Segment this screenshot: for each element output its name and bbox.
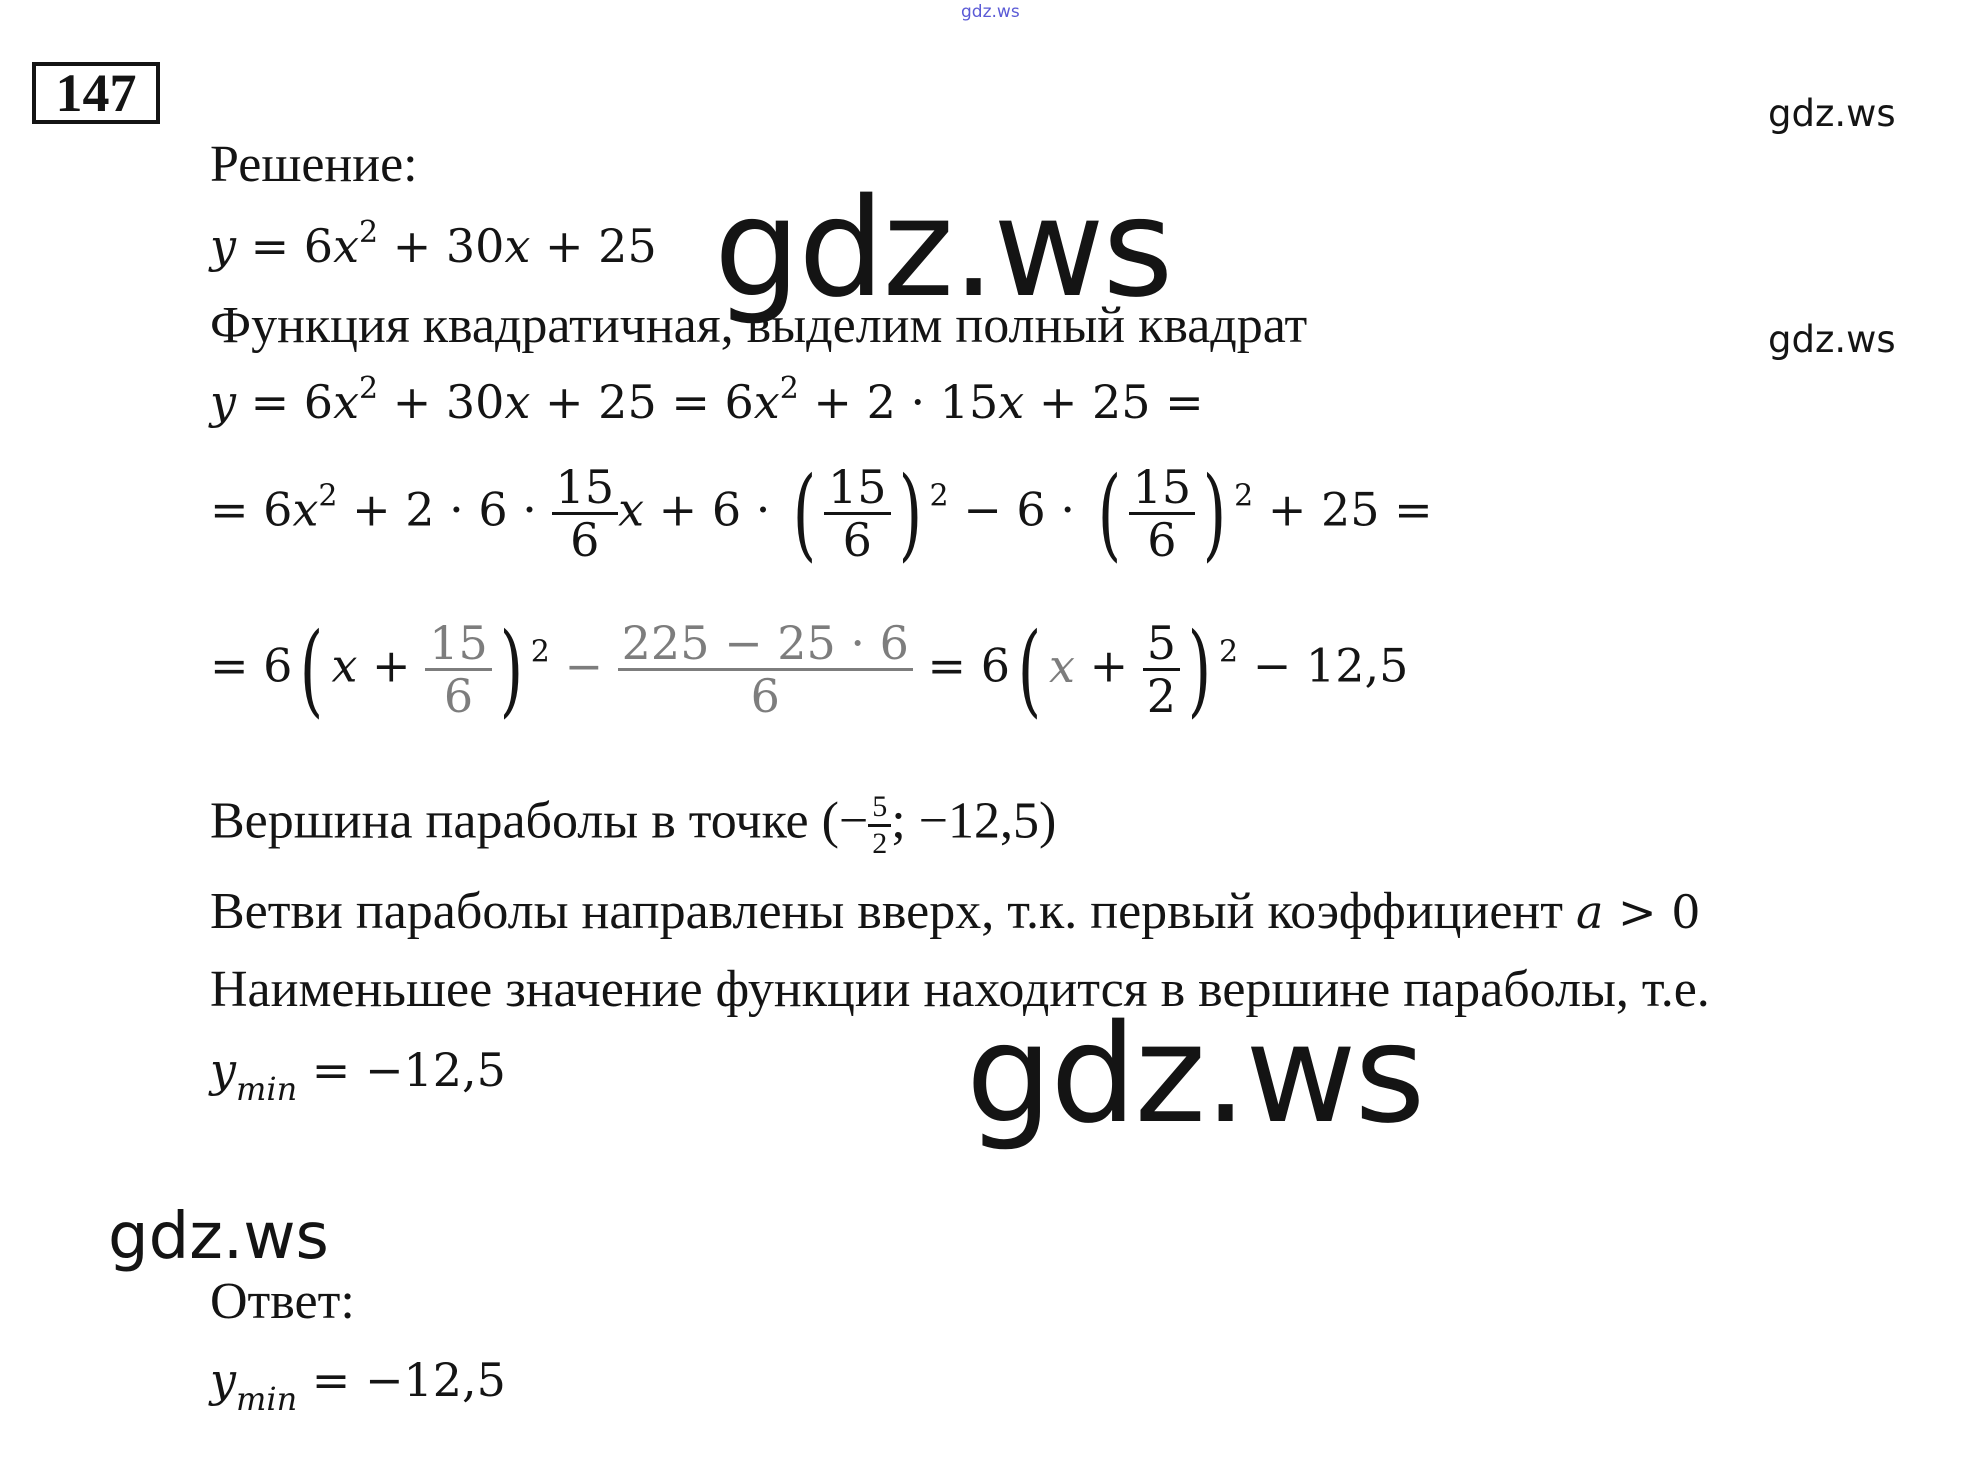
var-x: x [1049,638,1075,693]
var-x: x [998,375,1025,429]
step3-line [210,610,1409,728]
var-x: x [753,375,780,429]
solution-heading: Решение: [210,136,418,193]
watermark-left: gdz.ws [108,1200,329,1274]
fraction [1143,618,1180,721]
branches-tail: > 0 [1603,885,1701,939]
denominator: 2 [872,827,888,860]
power: 2 [359,215,379,250]
var-x: x [292,482,319,537]
term: + 25 = [1253,482,1433,537]
term: = 6 [210,482,293,537]
value: = −12,5 [297,1353,506,1407]
vertex-text: Вершина параболы в точке (− [210,792,869,850]
term: + 30 [378,375,505,429]
numerator: 15 [824,462,891,515]
function-line [210,216,657,276]
watermark-right-2: gdz.ws [1768,318,1896,361]
var-y: y [210,1043,236,1097]
var-x: x [504,375,531,429]
left-paren: ( [300,610,324,728]
var-y: y [210,219,236,273]
term: + 2 · 15 [798,375,999,429]
fraction [1129,462,1196,565]
numerator: 15 [425,618,492,671]
step1-line [210,372,1204,432]
subscript: min [236,1380,298,1418]
numerator: 225 − 25 · 6 [618,618,913,671]
power: 2 [318,478,338,514]
power: 2 [929,478,949,514]
term: = 6 [210,638,293,693]
right-paren: ) [1187,610,1212,728]
term: + [357,638,426,693]
power: 2 [1219,634,1239,670]
denominator: 6 [842,513,872,567]
answer-ymin-line [210,1350,506,1418]
term: − [549,638,618,693]
term: = 6 [912,638,1010,693]
term: + 6 · [644,482,785,537]
fraction [552,462,619,565]
numerator: 5 [1143,618,1180,671]
left-paren: ( [1097,454,1121,572]
denominator: 6 [570,513,600,567]
problem-number: 147 [32,62,160,124]
explain-text: Функция квадратичная, выделим полный квадрат [210,297,1308,354]
step2-line [210,454,1433,572]
coef: = 6 [236,219,334,273]
watermark-large-1: gdz.ws [714,170,1172,328]
term: − 12,5 [1238,638,1409,693]
vertex-line [210,790,1056,861]
watermark-top: gdz.ws [961,2,1020,22]
term: = 6 [236,375,334,429]
answer-heading: Ответ: [210,1273,355,1330]
term: + 30 [378,219,505,273]
var-x: x [333,219,360,273]
var-y: y [210,375,236,429]
value: = −12,5 [297,1043,506,1097]
fraction [868,790,891,861]
watermark-right-1: gdz.ws [1768,92,1896,135]
var-a: a [1575,885,1604,939]
term: − 6 · [948,482,1090,537]
var-y: y [210,1353,236,1407]
branches-line [210,882,1700,942]
term: + 25 [530,219,657,273]
left-paren: ( [1017,610,1042,728]
var-x: x [504,219,531,273]
watermark-large-2: gdz.ws [966,996,1424,1154]
left-paren: ( [792,454,817,572]
numerator: 15 [1129,462,1196,515]
fraction [618,618,913,721]
right-paren: ) [1202,454,1227,572]
power: 2 [359,371,379,406]
right-paren: ) [499,610,523,728]
fraction [824,462,891,565]
denominator: 6 [750,669,780,723]
var-x: x [333,375,360,429]
term: + 2 · 6 · [337,482,552,537]
vertex-tail: ; −12,5) [891,792,1057,850]
term: + 25 = [1024,375,1204,429]
subscript: min [236,1070,298,1108]
denominator: 2 [1146,669,1177,723]
power: 2 [779,371,799,406]
power: 2 [530,634,550,670]
power: 2 [1234,478,1254,514]
branches-text: Ветви параболы направлены вверх, т.к. первый коэффициент [210,883,1576,940]
denominator: 6 [443,669,474,723]
ymin-line [210,1040,506,1108]
denominator: 6 [1147,513,1177,567]
numerator: 15 [552,462,619,515]
numerator: 5 [868,790,891,827]
term: + [1074,638,1143,693]
term: + 25 = 6 [530,375,754,429]
fraction [425,618,492,721]
right-paren: ) [898,454,922,572]
var-x: x [618,482,645,537]
minimum-text: Наименьшее значение функции находится в вершине параболы, т.е. [210,961,1710,1018]
var-x: x [331,638,358,693]
